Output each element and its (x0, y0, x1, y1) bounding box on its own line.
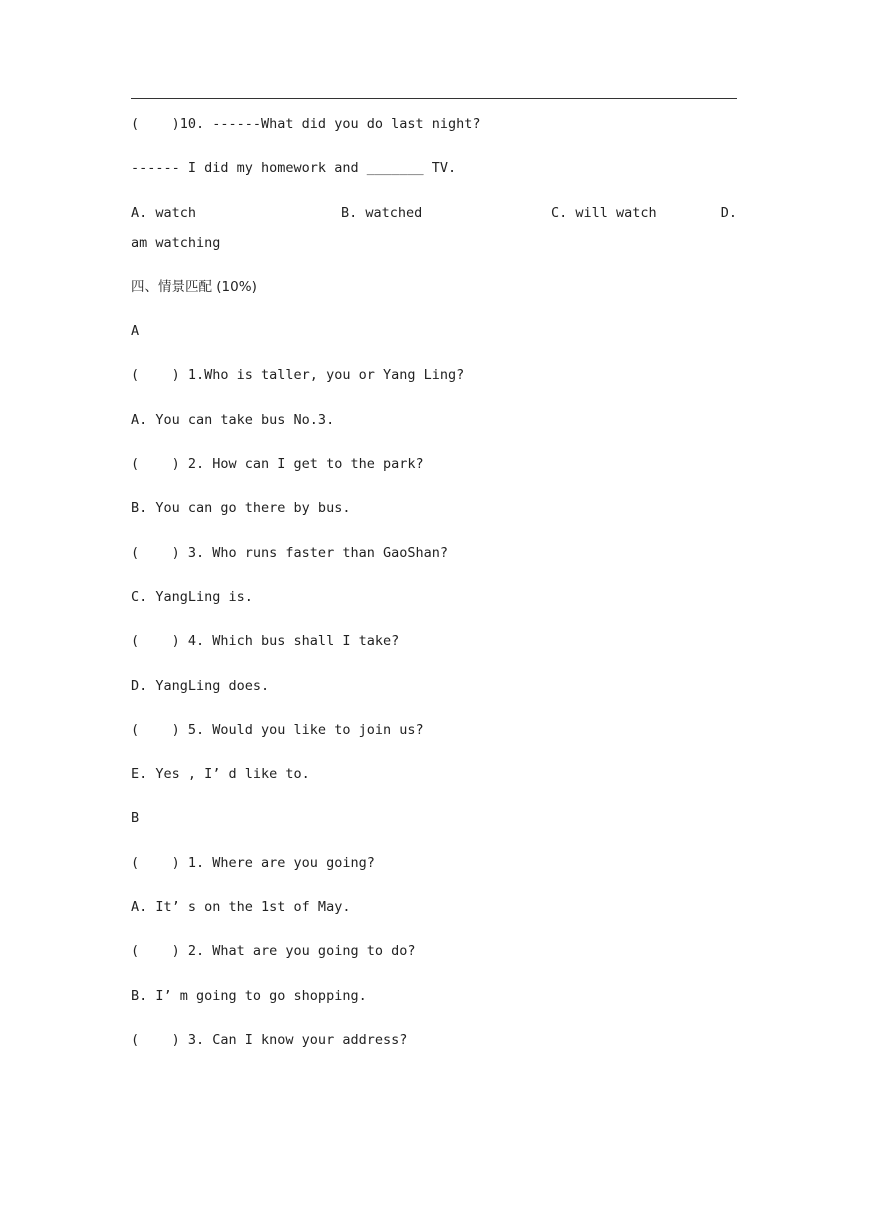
option-b: B. watched (341, 204, 423, 221)
list-item: D. YangLing does. (131, 677, 270, 694)
list-item: ( ) 3. Who runs faster than GaoShan? (131, 544, 448, 561)
option-a: A. watch (131, 204, 197, 221)
list-item: ( ) 3. Can I know your address? (131, 1031, 408, 1048)
list-item: ( ) 2. How can I get to the park? (131, 456, 424, 473)
document-body (131, 113, 737, 1073)
part-a-label: A (131, 323, 140, 340)
list-item: A. You can take bus No.3. (131, 411, 335, 428)
list-item: ( ) 4. Which bus shall I take? (131, 633, 400, 650)
option-d: D. (720, 204, 737, 221)
list-item: C. YangLing is. (131, 588, 253, 605)
list-item: B. I’ m going to go shopping. (131, 987, 367, 1004)
list-item: B. You can go there by bus. (131, 500, 351, 517)
list-item: ( ) 1. Where are you going? (131, 854, 375, 871)
list-item: E. Yes , I’ d like to. (131, 766, 310, 783)
q10-options (131, 202, 737, 224)
option-d-continued: am watching (131, 234, 221, 251)
section-title: 四、情景匹配 (10%) (131, 278, 257, 295)
list-item: ( ) 5. Would you like to join us? (131, 721, 424, 738)
part-b-label: B (131, 810, 140, 827)
q10-answer-line: ------ I did my homework and _______ TV. (131, 160, 457, 177)
list-item: ( ) 1.Who is taller, you or Yang Ling? (131, 367, 465, 384)
q10-question: ( )10. ------What did you do last night? (131, 116, 481, 132)
list-item: ( ) 2. What are you going to do? (131, 943, 416, 960)
option-c: C. will watch (551, 204, 657, 221)
list-item: A. It’ s on the 1st of May. (131, 899, 351, 916)
header-rule (131, 98, 737, 99)
